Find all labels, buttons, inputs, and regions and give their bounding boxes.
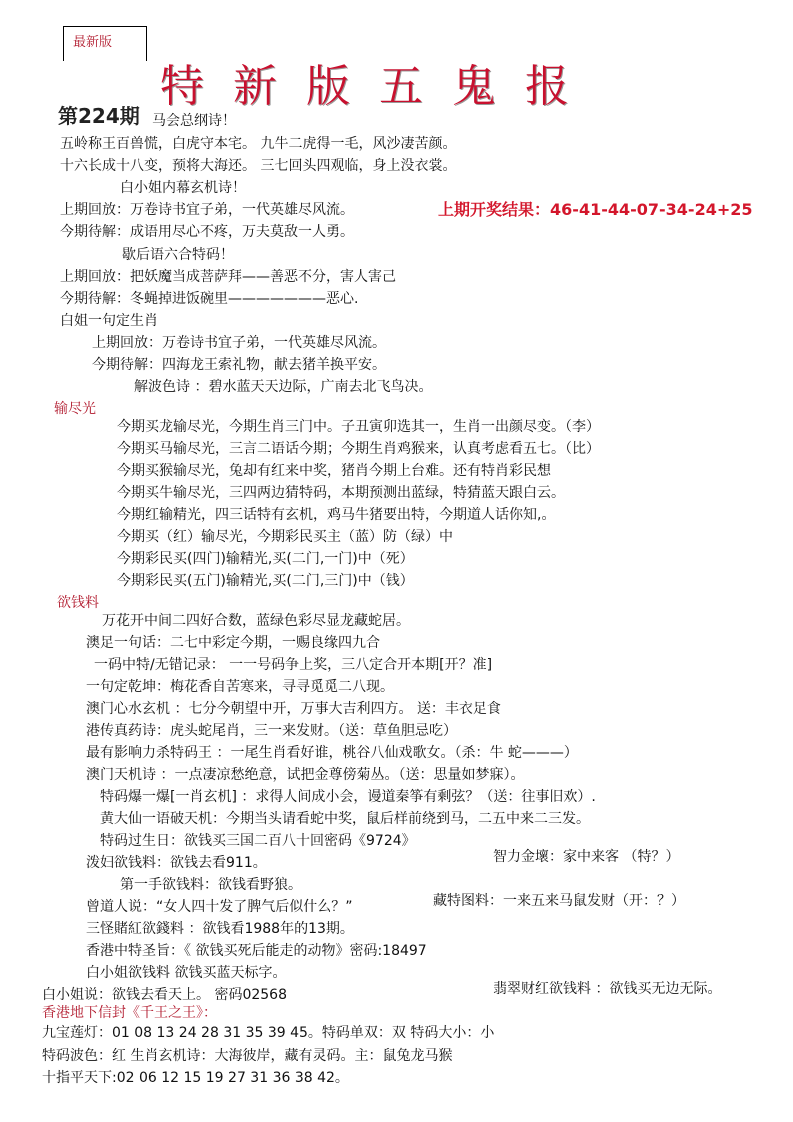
yuqianliao-line: 澳门天机诗 ：一点凄凉愁绝意，试把金尊傍菊丛。（送：思量如梦寐）。 bbox=[86, 767, 525, 783]
shujinguang-line: 今期彩民买(五门)输精光,买(二门,三门)中（钱） bbox=[117, 573, 414, 589]
shujinguang-line: 今期买牛输尽光，三四两边猜特码，本期预测出蓝绿，特猜蓝天跟白云。 bbox=[117, 485, 565, 501]
yuqianliao-line: 万花开中间二四好合数，蓝绿色彩尽显龙藏蛇居。 bbox=[102, 613, 410, 629]
baijie-last: 上期回放：万卷诗书宜子弟，一代英雄尽风流。 bbox=[92, 335, 386, 351]
bai-current: 今期待解：成语用尽心不疼，万夫莫敌一人勇。 bbox=[60, 224, 354, 240]
xiehouyu-heading: 歇后语六合特码！ bbox=[122, 247, 234, 263]
yuqianliao-right-item: 藏特图料：一来五来马鼠发财（开：？） bbox=[433, 893, 685, 909]
hk-letter-line: 十指平天下:02 06 12 15 19 27 31 36 38 42。 bbox=[42, 1070, 349, 1086]
last-result: 上期开奖结果：46-41-44-07-34-24+25 bbox=[438, 200, 753, 219]
xiehouyu-last: 上期回放：把妖魔当成菩萨拜——善恶不分，害人害己 bbox=[60, 269, 396, 285]
shujinguang-line: 今期彩民买(四门)输精光,买(二门,一门)中（死） bbox=[117, 551, 414, 567]
yuqianliao-line: 泼妇欲钱料：欲钱去看911。 bbox=[86, 855, 267, 871]
issue-number: 第224期 bbox=[58, 104, 140, 128]
baijie-current: 今期待解：四海龙王索礼物，献去猪羊换平安。 bbox=[92, 357, 386, 373]
bai-heading: 白小姐内幕玄机诗！ bbox=[120, 180, 246, 196]
yuqianliao-line: 港传真药诗：虎头蛇尾肖，三一来发财。（送：草鱼胆忌吃） bbox=[86, 723, 457, 739]
poem-line: 十六长成十八变，预将大海还。 三七回头四观临，身上没衣裳。 bbox=[60, 158, 457, 174]
yuqianliao-line: 特码爆一爆[一肖玄机] ：求得人间成小会，谩道秦筝有剩弦？（送：往事旧欢）. bbox=[100, 789, 596, 805]
yuqianliao-line: 澳足一句话：二七中彩定今期，一赐良缘四九合 bbox=[86, 635, 380, 651]
poem-line: 五岭称王百兽慌，白虎守本宅。 九牛二虎得一毛，风沙凄苦颜。 bbox=[60, 136, 457, 152]
page-title: 特新版五鬼报 bbox=[160, 61, 598, 112]
yuqianliao-line: 三怪賭紅欲錢料 ：欲钱看1988年的13期。 bbox=[86, 921, 354, 937]
shujinguang-line: 今期买猴输尽光，兔却有红来中奖，猪肖今期上台难。还有特肖彩民想 bbox=[117, 463, 551, 479]
shujinguang-line: 今期红输精光，四三话特有玄机，鸡马牛猪要出特，今期道人话你知,。 bbox=[117, 507, 556, 523]
yuqianliao-line: 曾道人说：“女人四十发了脾气后似什么？” bbox=[86, 899, 353, 915]
yuqianliao-line: 白小姐欲钱料 欲钱买蓝天标字。 bbox=[86, 965, 287, 981]
edition-badge-box bbox=[63, 26, 147, 61]
yuqianliao-line: 最有影响力杀特码王 ：一尾生肖看好谁，桃谷八仙戏歌女。（杀：牛 蛇———） bbox=[86, 745, 578, 761]
last-result-label: 上期开奖结果 bbox=[438, 200, 535, 219]
yuqianliao-line: 黄大仙一语破天机：今期当头请看蛇中奖，鼠后样前绕到马，二五中来二三发。 bbox=[100, 811, 590, 827]
yuqianliao-line: 澳门心水玄机 ：七分今朝望中开，万事大吉利四方。 送：丰衣足食 bbox=[86, 701, 501, 717]
yuqianliao-line: 一码中特/无错记录： 一一号码争上奖，三八定合开本期[开？准] bbox=[94, 657, 493, 673]
shujinguang-line: 今期买（红）输尽光，今期彩民买主（蓝）防（绿）中 bbox=[117, 529, 453, 545]
poem-heading: 马会总纲诗！ bbox=[152, 113, 236, 129]
yuqianliao-line: 一句定乾坤：梅花香自苦寒来，寻寻觅觅二八现。 bbox=[86, 679, 394, 695]
hk-letter-line: 九宝莲灯：01 08 13 24 28 31 35 39 45。特码单双：双 特码大小：小 bbox=[42, 1025, 495, 1041]
color-poem: 解波色诗 ：碧水蓝天天边际，广南去北飞鸟决。 bbox=[134, 379, 433, 395]
shujinguang-line: 今期买马输尽光，三言二语话今期；今期生肖鸡猴来，认真考虑看五七。（比） bbox=[117, 441, 600, 457]
hk-letter-heading: 香港地下信封《千王之王》： bbox=[42, 1005, 217, 1021]
bai-last: 上期回放：万卷诗书宜子弟，一代英雄尽风流。 bbox=[60, 202, 354, 218]
hk-letter-line: 特码波色：红 生肖玄机诗：大海彼岸，藏有灵码。主：鼠兔龙马猴 bbox=[42, 1048, 453, 1064]
xiehouyu-current: 今期待解：冬蝇掉进饭碗里———————恶心. bbox=[60, 291, 359, 307]
shujinguang-line: 今期买龙输尽光，今期生肖三门中。子丑寅卯选其一，生肖一出颜尽变。（李） bbox=[117, 419, 600, 435]
yuqianliao-line: 白小姐说：欲钱去看天上。 密码02568 bbox=[42, 987, 287, 1003]
edition-badge: 最新版 bbox=[73, 35, 113, 50]
last-result-value: 46-41-44-07-34-24+25 bbox=[550, 200, 753, 219]
yuqianliao-line: 第一手欲钱料：欲钱看野狼。 bbox=[120, 877, 302, 893]
yuqianliao-right-item: 翡翠财红欲钱料 ：欲钱买无边无际。 bbox=[493, 981, 722, 997]
yuqianliao-line: 特码过生日：欲钱买三国二百八十回密码《9724》 bbox=[100, 833, 416, 849]
yuqianliao-right-item: 智力金壞：家中来客 （特？） bbox=[493, 849, 680, 865]
section-heading-yuqianliao: 欲钱料 bbox=[57, 595, 99, 611]
yuqianliao-line: 香港中特圣旨：《 欲钱买死后能走的动物》密码:18497 bbox=[86, 943, 427, 959]
baijie-heading: 白姐一句定生肖 bbox=[60, 313, 158, 329]
section-heading-shujinguang: 输尽光 bbox=[54, 401, 96, 417]
